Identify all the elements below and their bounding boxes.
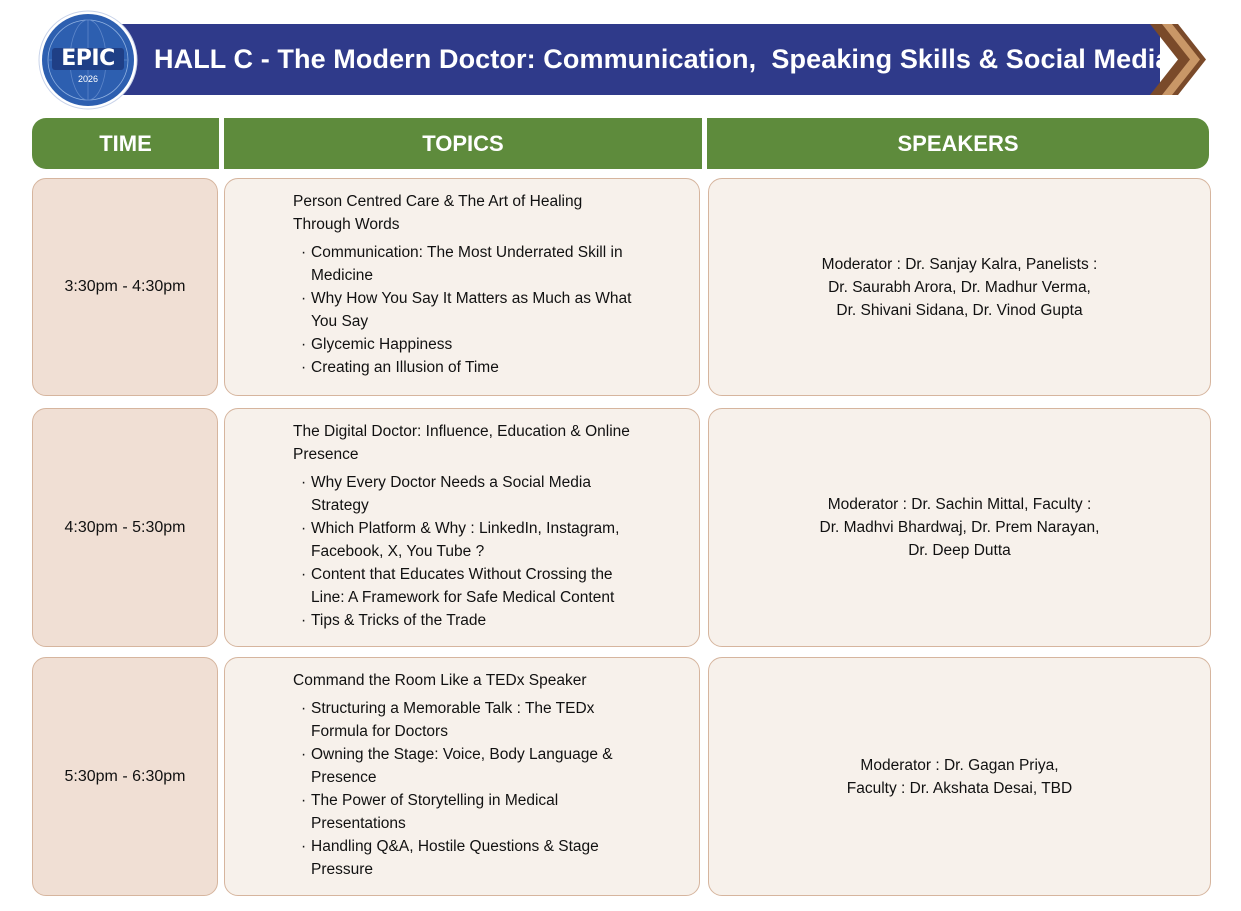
topic-item-text: Tips & Tricks of the Trade [311, 612, 487, 629]
bullet-icon: · [301, 520, 307, 537]
topic-cell [224, 178, 700, 396]
topic-content [293, 190, 633, 379]
column-header-time: TIME [32, 118, 219, 169]
topic-cell [224, 408, 700, 647]
speaker-text: Moderator : Dr. Sachin Mittal, Faculty : Dr. Madhvi Bhardwaj, Dr. Prem Narayan, Dr. Deep Dutta [819, 496, 1100, 559]
topic-item-text: Why Every Doctor Needs a Social Media Strategy [311, 474, 591, 514]
topic-item [293, 333, 633, 356]
topic-item [293, 517, 633, 563]
topic-item [293, 563, 633, 609]
time-cell [32, 657, 218, 896]
topic-item-text: Communication: The Most Underrated Skill in Medicine [311, 244, 623, 284]
logo-text: EPIC [61, 46, 115, 71]
topic-cell [224, 657, 700, 896]
epic-logo [38, 10, 138, 110]
column-header-speakers: SPEAKERS [707, 118, 1209, 169]
topic-item-text: Which Platform & Why : LinkedIn, Instagram, Facebook, X, You Tube ? [311, 520, 620, 560]
topic-item [293, 471, 633, 517]
topic-item [293, 356, 633, 379]
bullet-icon: · [301, 566, 307, 583]
topic-content [293, 669, 633, 881]
topic-item-text: Glycemic Happiness [311, 336, 453, 353]
topic-item [293, 241, 633, 287]
topic-title: Person Centred Care & The Art of Healing Through Words [293, 193, 583, 233]
bullet-icon: · [301, 474, 307, 491]
topic-item-text: Owning the Stage: Voice, Body Language & Presence [311, 746, 613, 786]
speaker-cell [708, 408, 1211, 647]
speaker-cell [708, 657, 1211, 896]
bullet-icon: · [301, 838, 307, 855]
bullet-icon: · [301, 700, 307, 717]
page-title: HALL C - The Modern Doctor: Communication, Speaking Skills & Social Media [154, 44, 1171, 74]
topic-item-text: Why How You Say It Matters as Much as What You Say [311, 290, 632, 330]
column-header-topics: TOPICS [224, 118, 702, 169]
bullet-icon: · [301, 359, 307, 376]
time-label: 5:30pm - 6:30pm [64, 767, 186, 785]
topic-item-text: Structuring a Memorable Talk : The TEDx Formula for Doctors [311, 700, 595, 740]
logo-year: 2026 [77, 74, 99, 84]
topic-item-text: Content that Educates Without Crossing the Line: A Framework for Safe Medical Content [311, 566, 615, 606]
topic-item [293, 287, 633, 333]
bullet-icon: · [301, 336, 307, 353]
topic-item-text: Creating an Illusion of Time [311, 359, 499, 376]
bullet-icon: · [301, 792, 307, 809]
topic-item-text: Handling Q&A, Hostile Questions & Stage Pressure [311, 838, 599, 878]
topic-item-text: The Power of Storytelling in Medical Presentations [311, 792, 559, 832]
speaker-text: Moderator : Dr. Sanjay Kalra, Panelists : Dr. Saurabh Arora, Dr. Madhur Verma, Dr. Shivani Sidana, Dr. Vinod Gupta [821, 255, 1098, 319]
topic-title: Command the Room Like a TEDx Speaker [293, 672, 587, 689]
topic-item [293, 609, 633, 632]
time-label: 4:30pm - 5:30pm [64, 518, 186, 536]
speaker-cell [708, 178, 1211, 396]
speaker-text: Moderator : Dr. Gagan Priya, Faculty : Dr. Akshata Desai, TBD [846, 756, 1073, 797]
topic-item [293, 743, 633, 789]
topic-title: The Digital Doctor: Influence, Education & Online Presence [293, 423, 630, 463]
bullet-icon: · [301, 746, 307, 763]
topic-item [293, 789, 633, 835]
bullet-icon: · [301, 290, 307, 307]
bullet-icon: · [301, 244, 307, 261]
time-label: 3:30pm - 4:30pm [64, 278, 186, 295]
topic-item [293, 835, 633, 881]
time-cell [32, 408, 218, 647]
topic-content [293, 420, 633, 632]
bullet-icon: · [301, 612, 307, 629]
time-cell [32, 178, 218, 396]
topic-item [293, 697, 633, 743]
